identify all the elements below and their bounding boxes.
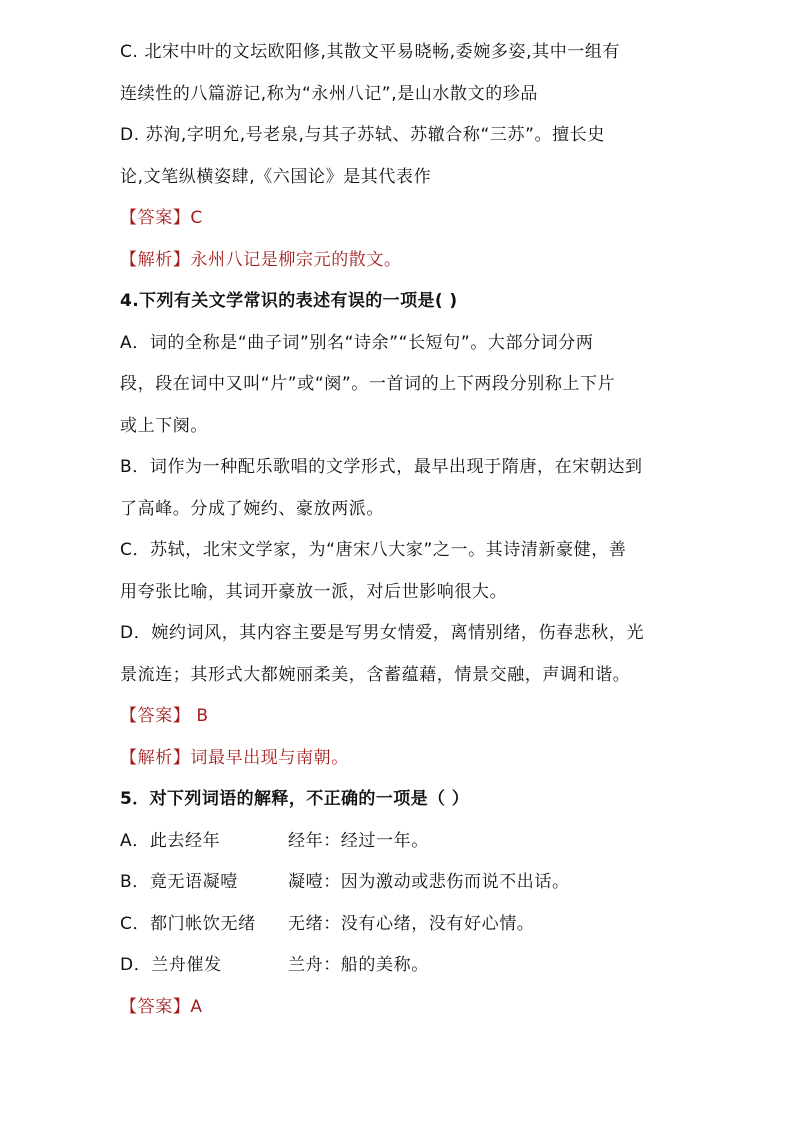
- q5-option-gloss: 无绪：没有心绪，没有好心情。: [288, 913, 535, 934]
- q4-option-d-line1: D．婉约词风，其内容主要是写男女情爱，离情别绪，伤春悲秋，光: [120, 623, 645, 643]
- q5-option-phrase: D．兰舟催发: [120, 955, 222, 975]
- answer-tag: 【答案】: [120, 996, 191, 1017]
- q4-option-b-line2: 了高峰。分成了婉约、豪放两派。: [120, 498, 384, 519]
- q4-analysis: [120, 748, 680, 769]
- q5-option-gloss: 凝噎：因为激动或悲伤而说不出话。: [288, 872, 570, 892]
- analysis-tag: 【解析】: [120, 249, 191, 270]
- q5-option-a: [120, 831, 680, 852]
- q5-title: 5．对下列词语的解释，不正确的一项是（ ）: [120, 789, 470, 809]
- q4-option-b-line1: B．词作为一种配乐歌唱的文学形式，最早出现于隋唐，在宋朝达到: [120, 457, 643, 477]
- q3-option-c-line1: C. 北宋中叶的文坛欧阳修,其散文平易晓畅,委婉多姿,其中一组有: [120, 42, 621, 62]
- analysis-tag: 【解析】: [120, 747, 191, 768]
- q3-analysis: [120, 250, 680, 271]
- q4-answer: [120, 706, 680, 727]
- q5-option-phrase: B．竟无语凝噎: [120, 872, 238, 892]
- answer-value: C: [190, 208, 203, 228]
- q5-option-d: [120, 955, 680, 976]
- q3-option-c-line2: 连续性的八篇游记,称为“永州八记”,是山水散文的珍品: [120, 83, 539, 104]
- q5-option-b: [120, 872, 680, 893]
- document-page: [120, 42, 680, 1038]
- q5-answer: [120, 997, 680, 1018]
- answer-value: B: [190, 706, 209, 726]
- q3-answer: [120, 208, 680, 229]
- q3-option-d-line2: 论,文笔纵横姿肆,《六国论》是其代表作: [120, 166, 432, 187]
- answer-tag: 【答案】: [120, 208, 191, 228]
- q5-option-phrase: A．此去经年: [120, 830, 221, 851]
- q4-option-c-line1: C．苏轼，北宋文学家，为“唐宋八大家”之一。其诗清新豪健，善: [120, 540, 627, 560]
- q4-option-a-line2: 段，段在词中又叫“片”或“阕”。一首词的上下两段分别称上下片: [120, 374, 616, 394]
- q5-option-gloss: 经年：经过一年。: [288, 830, 429, 851]
- q5-option-gloss: 兰舟：船的美称。: [288, 955, 429, 975]
- q4-option-d-line2: 景流连；其形式大都婉丽柔美，含蓄蕴藉，情景交融，声调和谐。: [120, 664, 631, 685]
- q4-option-a-line3: 或上下阕。: [120, 415, 208, 436]
- q5-option-c: [120, 914, 680, 935]
- q4-option-a-line1: A．词的全称是“曲子词”别名“诗余”“长短句”。大部分词分两: [120, 332, 594, 353]
- q3-option-d-line1: D. 苏洵,字明允,号老泉,与其子苏轼、苏辙合称“三苏”。擅长史: [120, 125, 605, 145]
- q4-title: 4.下列有关文学常识的表述有误的一项是( ): [120, 291, 458, 311]
- answer-value: A: [190, 996, 203, 1017]
- q4-option-c-line2: 用夸张比喻，其词开豪放一派，对后世影响很大。: [120, 581, 508, 602]
- analysis-text: 永州八记是柳宗元的散文。: [190, 249, 402, 270]
- q5-option-phrase: C．都门帐饮无绪: [120, 913, 256, 934]
- analysis-text: 词最早出现与南朝。: [190, 747, 349, 768]
- answer-tag: 【答案】: [120, 706, 191, 726]
